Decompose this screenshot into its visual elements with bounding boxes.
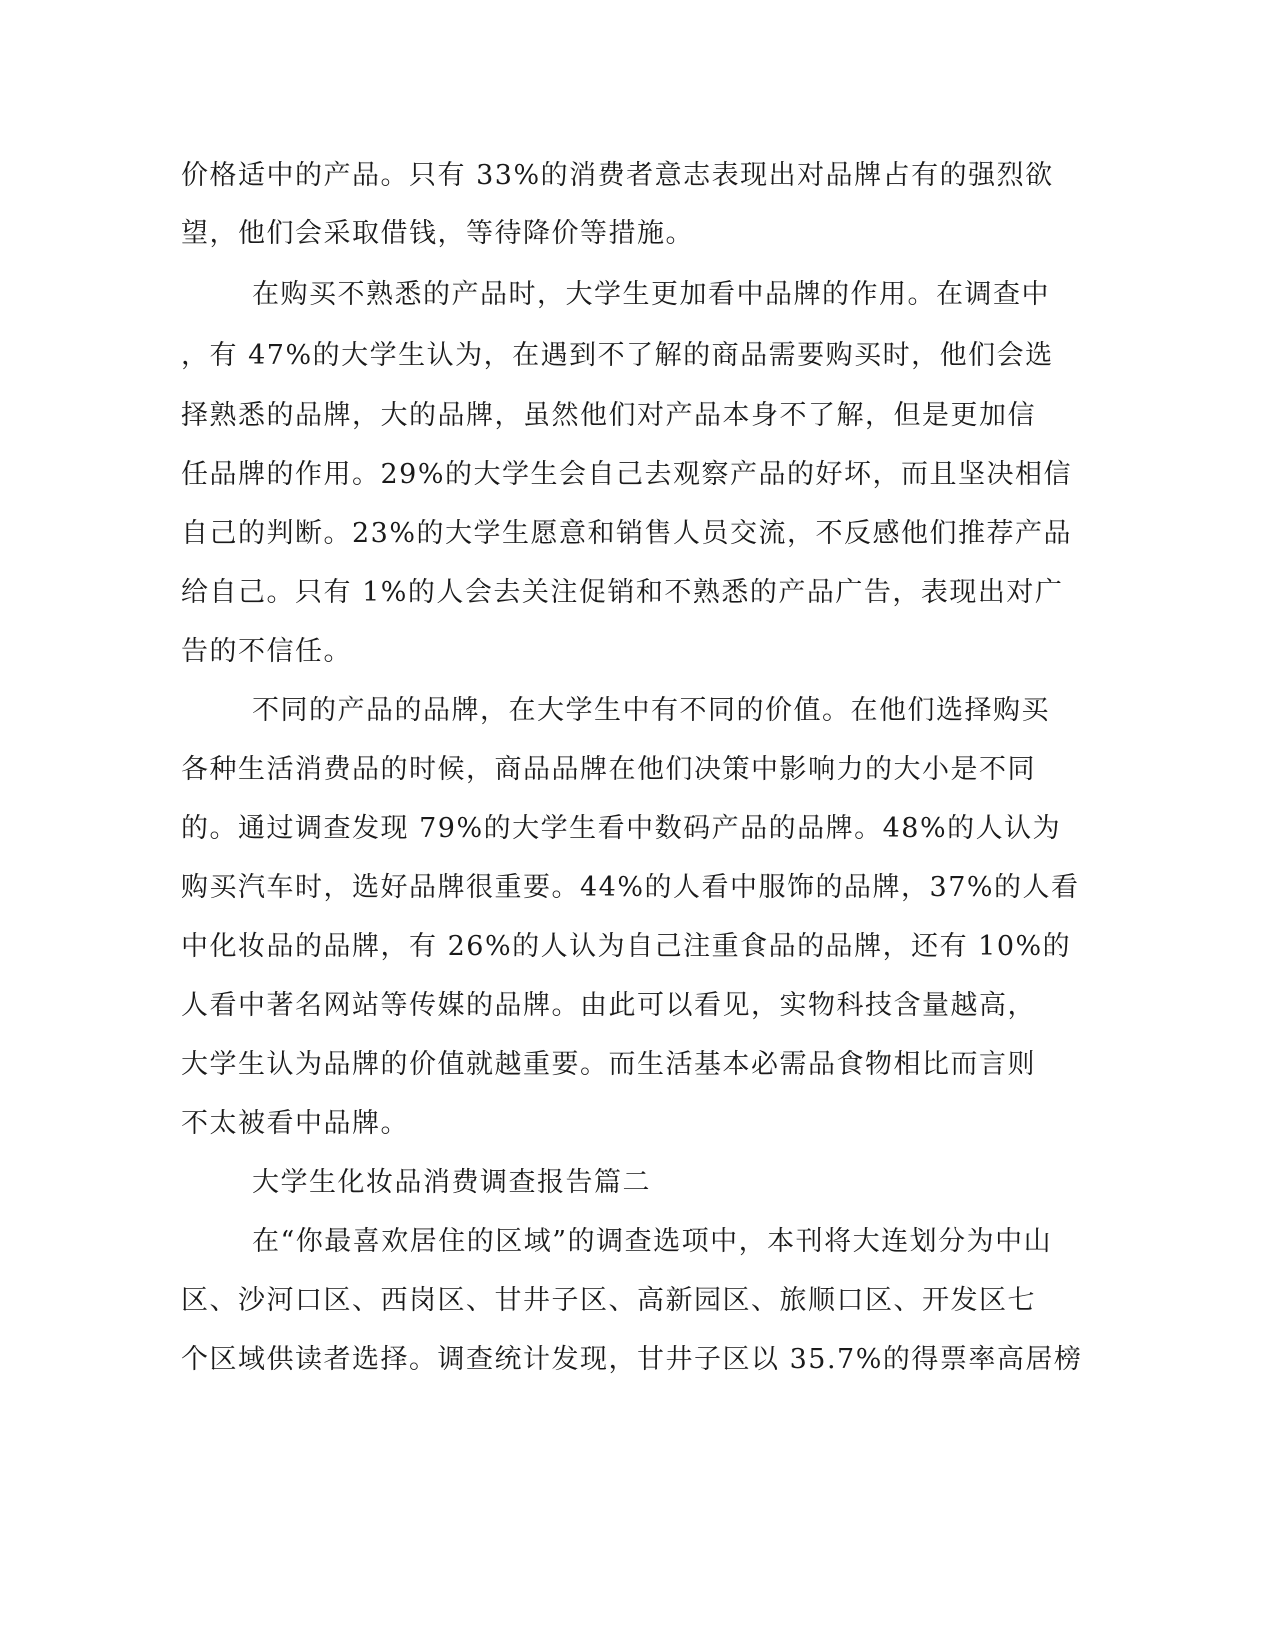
text-line: 购买汽车时，选好品牌很重要。44%的人看中服饰的品牌，37%的人看 (181, 872, 1080, 903)
text-line: 在“你最喜欢居住的区域”的调查选项中，本刊将大连划分为中山 (252, 1226, 1053, 1257)
text-line: 择熟悉的品牌，大的品牌，虽然他们对产品本身不了解，但是更加信 (181, 400, 1036, 431)
text-line: 大学生认为品牌的价值就越重要。而生活基本必需品食物相比而言则 (181, 1049, 1036, 1080)
text-line: 不同的产品的品牌，在大学生中有不同的价值。在他们选择购买 (252, 695, 1050, 726)
text-line: 告的不信任。 (181, 636, 352, 667)
text-line: 中化妆品的品牌，有 26%的人认为自己注重食品的品牌，还有 10%的 (181, 931, 1072, 962)
text-line: 自己的判断。23%的大学生愿意和销售人员交流，不反感他们推荐产品 (181, 518, 1073, 549)
text-line: 在购买不熟悉的产品时，大学生更加看中品牌的作用。在调查中 (252, 279, 1050, 310)
text-line: 区、沙河口区、西岗区、甘井子区、高新园区、旅顺口区、开发区七 (181, 1285, 1036, 1316)
text-line: 的。通过调查发现 79%的大学生看中数码产品的品牌。48%的人认为 (181, 813, 1062, 844)
text-line: ，有 47%的大学生认为，在遇到不了解的商品需要购买时，他们会选 (181, 340, 1054, 371)
text-line: 给自己。只有 1%的人会去关注促销和不熟悉的产品广告，表现出对广 (181, 577, 1064, 608)
text-line: 个区域供读者选择。调查统计发现，甘井子区以 35.7%的得票率高居榜 (181, 1344, 1083, 1375)
text-line: 价格适中的产品。只有 33%的消费者意志表现出对品牌占有的强烈欲 (181, 160, 1054, 191)
section-heading: 大学生化妆品消费调查报告篇二 (252, 1167, 651, 1198)
text-line: 任品牌的作用。29%的大学生会自己去观察产品的好坏，而且坚决相信 (181, 459, 1073, 490)
text-line: 不太被看中品牌。 (181, 1108, 409, 1139)
text-line: 望，他们会采取借钱，等待降价等措施。 (181, 218, 694, 249)
text-line: 人看中著名网站等传媒的品牌。由此可以看见，实物科技含量越高， (181, 990, 1036, 1021)
text-line: 各种生活消费品的时候，商品品牌在他们决策中影响力的大小是不同 (181, 754, 1036, 785)
